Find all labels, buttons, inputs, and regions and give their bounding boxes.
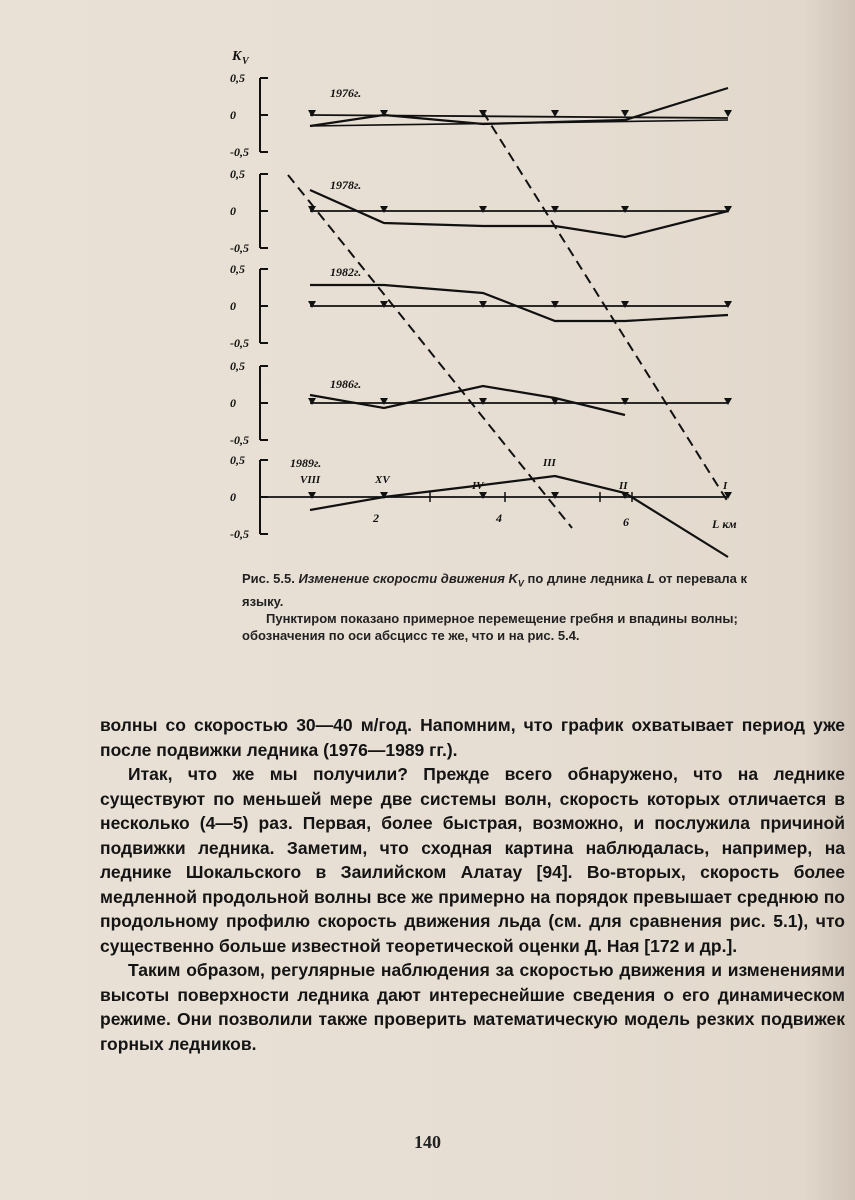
y-tick-label: -0,5: [230, 527, 249, 541]
y-tick-label: 0,5: [230, 167, 245, 181]
figure-5-5: [200, 40, 770, 570]
velocity-curve: [310, 190, 728, 237]
y-tick-label: 0: [230, 490, 236, 504]
y-tick-label: -0,5: [230, 336, 249, 350]
y-tick-label: 0,5: [230, 262, 245, 276]
station-marker: [308, 110, 316, 117]
y-tick-label: 0: [230, 108, 236, 122]
marker-xv: XV: [375, 474, 390, 486]
caption-line1-b: по длине ледника: [523, 571, 647, 586]
station-marker: [380, 301, 388, 308]
panel-4: [230, 359, 732, 447]
station-marker: [479, 398, 487, 405]
profile-markers: [300, 457, 728, 492]
caption-line1-c: от перевала к языку.: [242, 571, 747, 609]
station-marker: [479, 301, 487, 308]
x-axis-label-l: L: [712, 517, 720, 531]
station-marker: [479, 492, 487, 499]
y-axis-label: [231, 49, 250, 67]
station-marker: [479, 206, 487, 213]
station-marker: [621, 206, 629, 213]
x-axis-unit: км: [722, 517, 737, 531]
caption-l: L: [646, 571, 655, 586]
marker-i: I: [723, 480, 728, 492]
paragraph-3: Таким образом, регулярные наблюдения за скоростью движения и изменениями высоты поверхности ледника дают интереснейшие сведения о его динамическом режиме. Они позволили также проверить математическую модель резких подвижек горных ледников.: [100, 960, 845, 1054]
station-marker: [380, 398, 388, 405]
panel-1: [230, 71, 732, 159]
figure-caption: [242, 570, 762, 644]
y-tick-label: -0,5: [230, 241, 249, 255]
y-tick-label: 0: [230, 396, 236, 410]
caption-label: Рис. 5.5.: [242, 571, 295, 586]
x-tick-label-2: 2: [373, 511, 379, 525]
marker-iii: III: [543, 457, 556, 469]
y-axis-label-k: K: [232, 49, 242, 64]
station-marker: [308, 492, 316, 499]
station-marker: [308, 301, 316, 308]
marker-viii: VIII: [300, 474, 321, 486]
station-marker: [724, 301, 732, 308]
page-number: 140: [414, 1132, 441, 1152]
year-label: 1978г.: [330, 178, 362, 192]
x-tick-label-6: 6: [623, 515, 629, 529]
y-axis-label-sub: V: [242, 56, 249, 67]
caption-line1-a: Изменение скорости движения: [298, 571, 509, 586]
y-tick-label: 0,5: [230, 359, 245, 373]
panel-5: [230, 453, 732, 557]
station-marker: [621, 398, 629, 405]
station-marker: [551, 398, 559, 405]
station-marker: [380, 206, 388, 213]
y-tick-label: -0,5: [230, 145, 249, 159]
y-tick-label: -0,5: [230, 433, 249, 447]
paragraph-2: Итак, что же мы получили? Прежде всего обнаружено, что на леднике существуют по меньшей мере две системы волн, скорость которых отличается в несколько (4—5) раз. Первая, более быстрая, возможно, и послужила причиной подвижки ледника. Заметим, что сходная картина наблюдалась, например, на леднике Шокальского в Заилийском Алатау [94]. Во-вторых, скорость более медленной продольной волны все же примерно на порядок превышает среднюю по продольному профилю скорость движения льда (см. для сравнения рис. 5.1), что существенно больше известной теоретической оценки Д. Ная [172 и др.].: [100, 764, 845, 956]
station-marker: [724, 398, 732, 405]
velocity-curve: [310, 285, 728, 321]
paragraph-1: волны со скоростью 30—40 м/год. Напомним, что график охватывает период уже после подвижки ледника (1976—1989 гг.).: [100, 715, 845, 760]
caption-kv: K: [508, 571, 518, 586]
wave-trajectories: [288, 112, 728, 528]
panel-3: [230, 262, 732, 350]
y-tick-label: 0,5: [230, 453, 245, 467]
body-text: [100, 713, 845, 1056]
caption-note: Пунктиром показано примерное перемещение гребня и впадины волны; обозначения по оси абсцисс те же, что и на рис. 5.4.: [242, 610, 738, 643]
station-marker: [551, 301, 559, 308]
year-label: 1986г.: [330, 377, 362, 391]
year-label: 1982г.: [330, 265, 362, 279]
station-marker: [621, 110, 629, 117]
caption-kv-sub: V: [517, 578, 524, 589]
marker-iv: IV: [472, 480, 484, 492]
marker-ii: II: [619, 480, 628, 492]
station-marker: [724, 110, 732, 117]
station-marker: [621, 301, 629, 308]
year-label: 1989г.: [290, 456, 322, 470]
x-tick-label-4: 4: [496, 511, 502, 525]
y-tick-label: 0: [230, 299, 236, 313]
station-marker: [551, 492, 559, 499]
panel-2: [230, 167, 732, 255]
station-marker: [551, 206, 559, 213]
trough-trajectory: [288, 175, 572, 528]
x-axis-label: [711, 517, 737, 531]
y-tick-label: 0: [230, 204, 236, 218]
station-marker: [308, 398, 316, 405]
year-label: 1976г.: [330, 86, 362, 100]
caption-title: [242, 570, 762, 610]
y-tick-label: 0,5: [230, 71, 245, 85]
